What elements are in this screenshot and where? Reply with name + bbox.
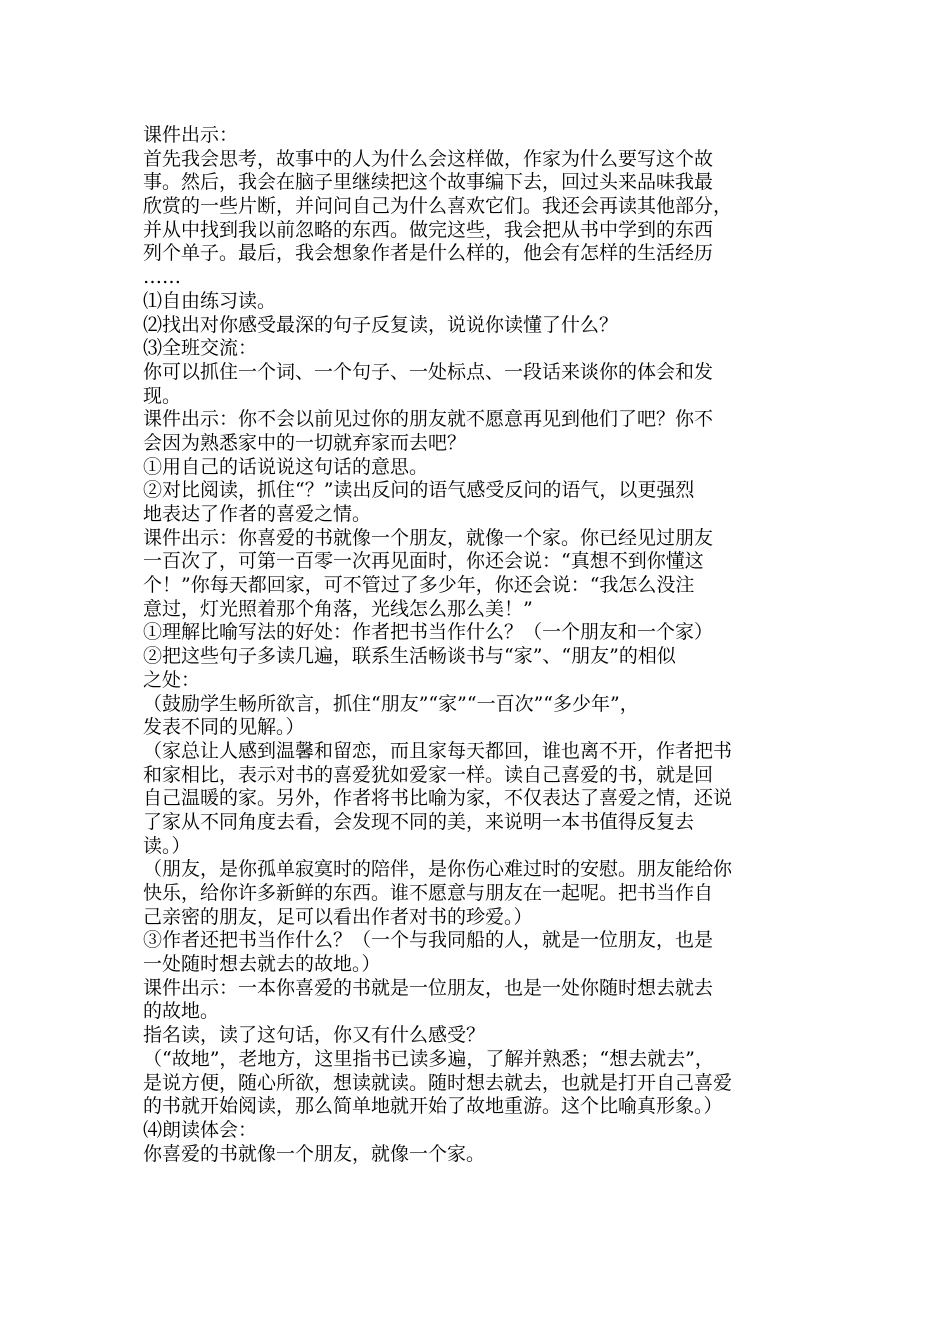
text-line: ②把这些句子多读几遍，联系生活畅谈书与“家”、“朋友”的相似 [143, 645, 676, 668]
text-line: 己亲密的朋友，足可以看出作者对书的珍爱。） [143, 905, 533, 928]
text-line: 你喜爱的书就像一个朋友，就像一个家。 [143, 1142, 486, 1165]
text-line: （朋友，是你孤单寂寞时的陪伴，是你伤心难过时的安慰。朋友能给你 [143, 858, 733, 881]
text-line: 课件出示：一本你喜爱的书就是一位朋友，也是一处你随时想去就去 [143, 976, 714, 999]
text-line: 首先我会思考，故事中的人为什么会这样做，作家为什么要写这个故 [143, 147, 714, 170]
text-line: 事。然后，我会在脑子里继续把这个故事编下去，回过头来品味我最 [143, 171, 714, 194]
text-line: 的故地。 [143, 1000, 220, 1023]
text-line: 之处： [143, 668, 201, 691]
text-line: 和家相比，表示对书的喜爱犹如爱家一样。读自己喜爱的书，就是回 [143, 763, 714, 786]
text-line: 欣赏的一些片断，并问问自己为什么喜欢它们。我还会再读其他部分， [143, 195, 733, 218]
text-line: 指名读，读了这句话，你又有什么感受？ [143, 1024, 486, 1047]
text-line: 发表不同的见解。） [143, 716, 305, 739]
text-line: 了家从不同角度去看，会发现不同的美，来说明一本书值得反复去 [143, 810, 695, 833]
text-line: 课件出示：你喜爱的书就像一个朋友，就像一个家。你已经见过朋友 [143, 526, 714, 549]
text-line: 意过，灯光照着那个角落，光线怎么那么美！” [143, 597, 533, 620]
text-line: （“故地”，老地方，这里指书已读多遍，了解并熟悉；“想去就去”， [143, 1047, 714, 1070]
text-line: （家总让人感到温馨和留恋，而且家每天都回，谁也离不开，作者把书 [143, 739, 733, 762]
text-line: ⑶全班交流： [143, 337, 258, 360]
text-line: …… [143, 266, 181, 289]
text-line: 并从中找到我以前忽略的东西。做完这些，我会把从书中学到的东西 [143, 218, 714, 241]
text-line: 你可以抓住一个词、一个句子、一处标点、一段话来谈你的体会和发 [143, 360, 714, 383]
text-line: 自己温暖的家。另外，作者将书比喻为家，不仅表达了喜爱之情，还说 [143, 787, 733, 810]
text-line: ⑵找出对你感受最深的句子反复读，说说你读懂了什么？ [143, 313, 619, 336]
text-line: 会因为熟悉家中的一切就弃家而去吧？ [143, 431, 467, 454]
text-line: ①理解比喻写法的好处：作者把书当作什么？（一个朋友和一个家） [143, 621, 714, 644]
text-line: 读。） [143, 834, 191, 857]
text-line: 列个单子。最后，我会想象作者是什么样的，他会有怎样的生活经历 [143, 242, 714, 265]
text-line: 快乐，给你许多新鲜的东西。谁不愿意与朋友在一起呢。把书当作自 [143, 882, 714, 904]
text-line: 一处随时想去就去的故地。） [143, 953, 381, 976]
text-line: 的书就开始阅读，那么简单地就开始了故地重游。这个比喻真形象。） [143, 1095, 723, 1118]
text-line: ⑷朗读体会： [143, 1118, 258, 1141]
text-line: 地表达了作者的喜爱之情。 [143, 503, 372, 525]
text-line: 课件出示： [143, 124, 239, 146]
text-line: 是说方便，随心所欲，想读就读。随时想去就去，也就是打开自己喜爱 [143, 1071, 733, 1094]
text-line: 课件出示：你不会以前见过你的朋友就不愿意再见到他们了吧？你不 [143, 408, 714, 431]
text-line: 一百次了，可第一百零一次再见面时，你还会说：“真想不到你懂这 [143, 550, 704, 573]
text-line: 个！”你每天都回家，可不管过了多少年，你还会说：“我怎么没注 [143, 574, 695, 597]
text-line: 现。 [143, 384, 182, 407]
text-line: （鼓励学生畅所欲言，抓住“朋友”“家”“一百次”“多少年”， [143, 692, 639, 715]
text-line: ⑴自由练习读。 [143, 289, 277, 312]
text-line: ①用自己的话说说这句话的意思。 [143, 455, 429, 478]
text-line: ③作者还把书当作什么？（一个与我同船的人，就是一位朋友，也是 [143, 929, 714, 952]
document-body [143, 124, 811, 1166]
text-line: ②对比阅读，抓住“？”读出反问的语气感受反问的语气，以更强烈 [143, 479, 695, 502]
